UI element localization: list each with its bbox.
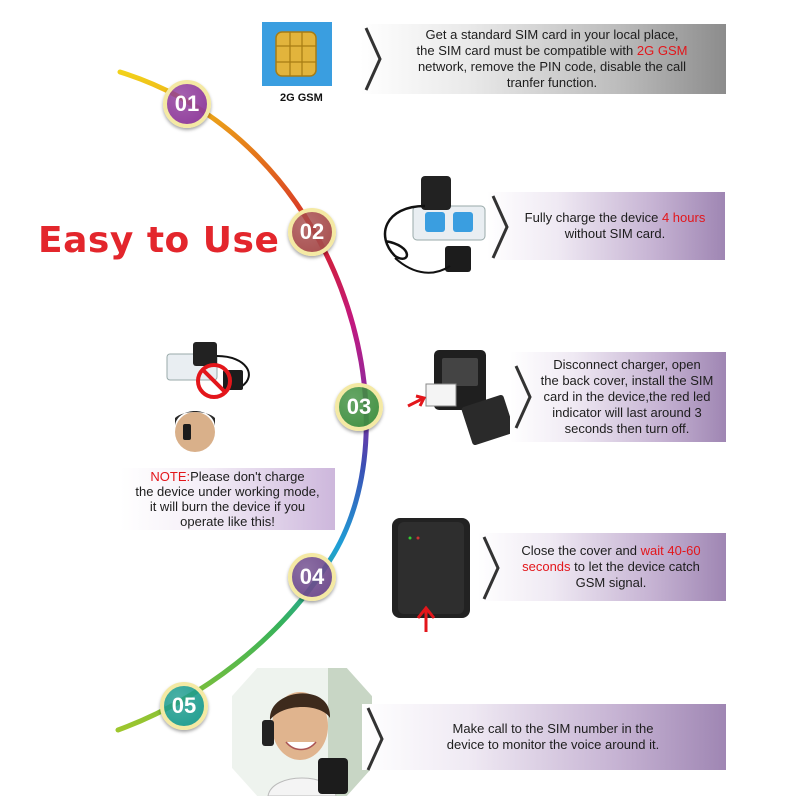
- step-4-text: Close the cover and wait 40-60 seconds to let the device catch GSM signal.: [478, 533, 726, 601]
- no-charging-image: [147, 336, 277, 456]
- page-title: Easy to Use: [38, 220, 280, 261]
- step-5-text: Make call to the SIM number in the device to monitor the voice around it.: [362, 704, 726, 770]
- step-5-badge: 05: [160, 682, 208, 730]
- note-text: NOTE:Please don't charge the device under working mode, it will burn the device if you operate like this!: [120, 468, 335, 530]
- chevron-right-icon: [480, 533, 502, 603]
- chevron-right-icon: [489, 192, 511, 262]
- step-3-badge: 03: [335, 383, 383, 431]
- closed-device-image: [370, 504, 492, 634]
- step-2-badge: 02: [288, 208, 336, 256]
- person-phone-icon: [232, 668, 372, 796]
- step-2-text: Fully charge the device 4 hours without SIM card.: [487, 192, 725, 260]
- charger-icon: [355, 166, 495, 288]
- charger-image: [355, 166, 495, 288]
- step-4-badge: 04: [288, 553, 336, 601]
- chevron-right-icon: [512, 352, 534, 442]
- chevron-right-icon: [364, 704, 386, 774]
- chevron-right-icon: [362, 24, 384, 94]
- no-charging-icon: [147, 336, 277, 456]
- man-phone-image: [232, 668, 372, 796]
- step-1-text: Get a standard SIM card in your local place, the SIM card must be compatible with 2G GSM network, remove the PIN code, disable the call tranfer function.: [360, 24, 726, 94]
- sim-label: 2G GSM: [280, 92, 323, 104]
- step-1-badge: 01: [163, 80, 211, 128]
- step-3-text: Disconnect charger, open the back cover, install the SIM card in the device,the red led indicator will last around 3 seconds then turn off.: [510, 352, 726, 442]
- closed-device-icon: [370, 504, 492, 634]
